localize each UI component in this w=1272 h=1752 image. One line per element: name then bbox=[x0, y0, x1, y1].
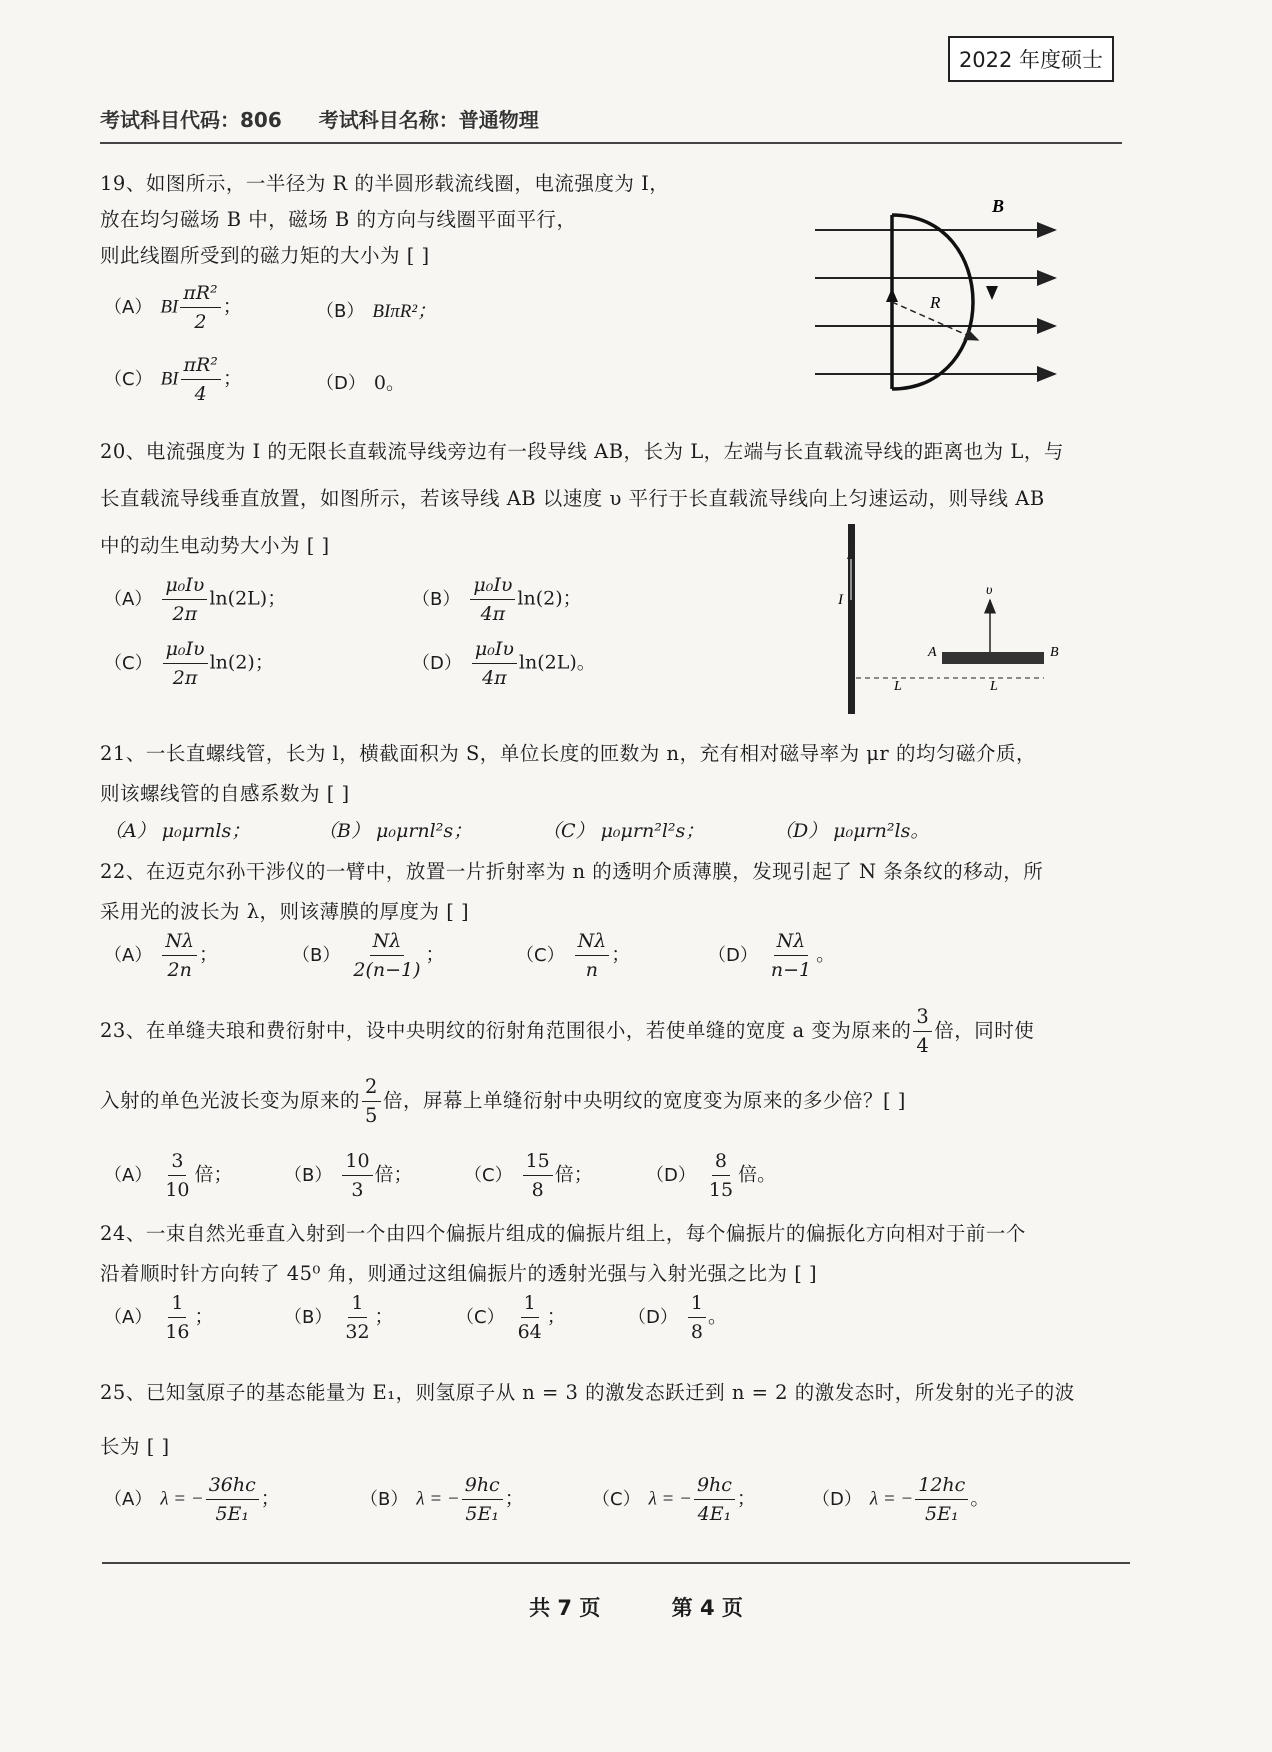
q22-opt-c-frac bbox=[575, 928, 610, 983]
q25-opt-d-end: 。 bbox=[970, 1487, 990, 1510]
q22-opt-a-label: （A） bbox=[104, 944, 153, 966]
current-arrow-down-icon bbox=[986, 286, 998, 300]
q19-opt-a-label: （A） bbox=[104, 296, 153, 318]
q22-opt-d-num: Nλ bbox=[774, 928, 809, 956]
q20-opt-d-tail: ln(2L)。 bbox=[518, 651, 596, 674]
q22-opt-a-end: ； bbox=[199, 943, 219, 966]
q20-opt-b-num: μ₀Iυ bbox=[470, 572, 515, 600]
q19-opt-c-pre: BI bbox=[160, 368, 179, 390]
q25-line2: 长为 [ ] bbox=[100, 1435, 170, 1458]
q24-opt-b-frac bbox=[342, 1290, 372, 1345]
q24-opt-c-label: （C） bbox=[456, 1306, 505, 1328]
q19-opt-a-frac bbox=[180, 280, 220, 335]
q24-opt-b-den: 32 bbox=[345, 1321, 370, 1343]
q23-opt-d-label: （D） bbox=[646, 1164, 696, 1186]
label-b: B bbox=[992, 196, 1005, 216]
q20-opt-c-num: μ₀Iυ bbox=[163, 636, 208, 664]
q19-opt-c-end: ； bbox=[222, 367, 242, 390]
q24-opt-a-label: （A） bbox=[104, 1306, 153, 1328]
q19-option-c bbox=[104, 352, 242, 407]
q25-opt-a-label: （A） bbox=[104, 1488, 153, 1510]
q22-line2: 采用光的波长为 λ，则该薄膜的厚度为 [ ] bbox=[100, 900, 470, 923]
subject-code: 考试科目代码：806 bbox=[100, 108, 282, 132]
q24-opt-c-num: 1 bbox=[521, 1290, 539, 1318]
q23-opt-b-den: 3 bbox=[351, 1179, 364, 1201]
q20-opt-b-tail: ln(2)； bbox=[517, 587, 582, 610]
q25-opt-d-pre: λ = − bbox=[869, 1488, 914, 1510]
q24-opt-c-frac bbox=[515, 1290, 545, 1345]
q22-opt-b-den: 2(n−1) bbox=[353, 959, 421, 981]
q23-opt-b-num: 10 bbox=[342, 1148, 372, 1176]
q22-opt-d-end: 。 bbox=[816, 943, 836, 966]
q23-opt-d-end: 倍。 bbox=[738, 1163, 777, 1186]
q20-opt-a-num: μ₀Iυ bbox=[162, 572, 207, 600]
q25-opt-b-num: 9hc bbox=[462, 1472, 503, 1500]
q19-opt-c-label: （C） bbox=[104, 368, 153, 390]
q24-opt-b-end: ； bbox=[374, 1305, 394, 1328]
q22-opt-d-frac bbox=[768, 928, 814, 983]
q25-opt-c-num: 9hc bbox=[694, 1472, 735, 1500]
q23-opt-b-end: 倍； bbox=[374, 1163, 413, 1186]
q22-option-c bbox=[516, 928, 630, 983]
q21-option-c: （C） μ₀μrn²l²s； bbox=[542, 820, 705, 842]
q20-option-b bbox=[412, 572, 582, 627]
total-pages: 共 7 页 bbox=[529, 1596, 601, 1620]
q23-line2-den: 5 bbox=[365, 1104, 378, 1127]
q19-opt-a-den: 2 bbox=[194, 311, 207, 333]
q21-option-a: （A） μ₀μrnls； bbox=[104, 820, 251, 842]
q25-opt-b-frac bbox=[462, 1472, 503, 1527]
q23-opt-d-num: 8 bbox=[712, 1148, 730, 1176]
q23-opt-b-label: （B） bbox=[284, 1164, 333, 1186]
q23-option-c bbox=[464, 1148, 593, 1203]
q20-opt-d-frac bbox=[472, 636, 517, 691]
q25-opt-d-frac bbox=[915, 1472, 968, 1527]
question-19 bbox=[100, 166, 740, 274]
q25-option-a bbox=[104, 1472, 280, 1527]
q25-opt-d-label: （D） bbox=[812, 1488, 862, 1510]
label-r: R bbox=[930, 293, 941, 312]
q23-line2-num: 2 bbox=[362, 1074, 381, 1102]
q23-opt-b-frac bbox=[342, 1148, 372, 1203]
q23-opt-a-label: （A） bbox=[104, 1164, 153, 1186]
q19-option-d bbox=[316, 368, 405, 395]
q19-line1: 19、如图所示，一半径为 R 的半圆形载流线圈，电流强度为 I， bbox=[100, 172, 670, 195]
label-i: I bbox=[838, 592, 843, 608]
q21-option-d: （D） μ₀μrn²ls。 bbox=[774, 820, 930, 842]
label-b-end: B bbox=[1050, 645, 1059, 660]
q20-opt-a-tail: ln(2L)； bbox=[209, 587, 287, 610]
q20-option-c bbox=[104, 636, 274, 691]
q23-option-b bbox=[284, 1148, 413, 1203]
q25-opt-d-num: 12hc bbox=[915, 1472, 968, 1500]
year-badge: 2022 年度硕士 bbox=[948, 36, 1114, 82]
q25-line1: 25、已知氢原子的基态能量为 E₁，则氢原子从 n = 3 的激发态跃迁到 n = 2 的激发态时，所发射的光子的波 bbox=[100, 1381, 1075, 1404]
q23-line2-pre: 入射的单色光波长变为原来的 bbox=[100, 1089, 361, 1112]
q22-option-b bbox=[292, 928, 445, 983]
q23-opt-a-num: 3 bbox=[168, 1148, 186, 1176]
q25-opt-c-den: 4E₁ bbox=[697, 1503, 732, 1525]
q20-opt-a-frac bbox=[162, 572, 207, 627]
q19-opt-a-num: πR² bbox=[180, 280, 220, 308]
q24-opt-d-label: （D） bbox=[628, 1306, 678, 1328]
q23-option-d bbox=[646, 1148, 776, 1203]
q22-opt-c-end: ； bbox=[611, 943, 631, 966]
q20-line1: 20、电流强度为 I 的无限长直载流导线旁边有一段导线 AB，长为 L，左端与长直载流导线的距离也为 L，与 bbox=[100, 440, 1064, 463]
q22-opt-b-num: Nλ bbox=[370, 928, 405, 956]
q25-opt-a-frac bbox=[206, 1472, 259, 1527]
q23-opt-d-den: 15 bbox=[708, 1179, 734, 1201]
q23-opt-c-end: 倍； bbox=[554, 1163, 593, 1186]
q21-option-b: （B） μ₀μrnl²s； bbox=[318, 820, 473, 842]
question-22 bbox=[100, 852, 1130, 932]
q22-opt-b-end: ； bbox=[425, 943, 445, 966]
q20-opt-b-frac bbox=[470, 572, 515, 627]
q22-opt-a-frac bbox=[162, 928, 197, 983]
current-page: 第 4 页 bbox=[671, 1596, 743, 1620]
q23-opt-a-frac bbox=[162, 1148, 192, 1203]
question-24 bbox=[100, 1214, 1140, 1294]
q22-opt-d-den: n−1 bbox=[770, 959, 812, 981]
label-a: A bbox=[928, 645, 937, 660]
q20-opt-d-label: （D） bbox=[412, 652, 462, 674]
question-21 bbox=[100, 734, 1130, 814]
q23-opt-c-den: 8 bbox=[531, 1179, 544, 1201]
q20-opt-d-num: μ₀Iυ bbox=[472, 636, 517, 664]
q20-line3: 中的动生电动势大小为 [ ] bbox=[100, 534, 330, 557]
q19-figure bbox=[800, 190, 1070, 400]
q20-figure bbox=[830, 520, 1080, 720]
q21-line2: 则该螺线管的自感系数为 [ ] bbox=[100, 782, 350, 805]
q24-opt-a-frac bbox=[162, 1290, 192, 1345]
label-l1: L bbox=[894, 679, 902, 694]
q23-line1-den: 4 bbox=[916, 1034, 930, 1057]
q25-opt-c-pre: λ = − bbox=[648, 1488, 692, 1510]
q25-option-d bbox=[812, 1472, 989, 1527]
q23-line1 bbox=[100, 1004, 1140, 1059]
q20-opt-b-label: （B） bbox=[412, 588, 461, 610]
q22-option-a bbox=[104, 928, 218, 983]
q20-opt-d-den: 4π bbox=[482, 667, 507, 689]
q19-opt-b-label: （B） bbox=[316, 301, 365, 322]
exam-header bbox=[100, 104, 569, 133]
q19-opt-c-frac bbox=[181, 352, 221, 407]
q22-opt-c-label: （C） bbox=[516, 944, 565, 966]
current-arrow-up-icon bbox=[886, 288, 898, 302]
question-25 bbox=[100, 1366, 1140, 1474]
q25-opt-a-end: ； bbox=[260, 1487, 280, 1510]
label-v: υ bbox=[986, 583, 993, 598]
q20-opt-c-den: 2π bbox=[172, 667, 198, 689]
q25-opt-a-num: 36hc bbox=[206, 1472, 259, 1500]
q24-opt-d-den: 8 bbox=[690, 1321, 703, 1343]
q19-opt-a-end: ； bbox=[222, 295, 242, 318]
q22-option-d bbox=[708, 928, 835, 983]
q25-opt-b-label: （B） bbox=[360, 1488, 409, 1510]
q23-line1-post: 倍，同时使 bbox=[934, 1019, 1035, 1042]
q19-opt-d-text: 0。 bbox=[373, 372, 405, 394]
q22-line1: 22、在迈克尔孙干涉仪的一臂中，放置一片折射率为 n 的透明介质薄膜，发现引起了 N 条条纹的移动，所 bbox=[100, 860, 1044, 883]
q24-option-a bbox=[104, 1290, 214, 1345]
q22-opt-d-label: （D） bbox=[708, 944, 758, 966]
q23-line2-frac bbox=[362, 1074, 381, 1129]
q20-option-d bbox=[412, 636, 596, 691]
q24-opt-c-den: 64 bbox=[517, 1321, 542, 1343]
footer-rule bbox=[102, 1562, 1130, 1564]
q23-line1-pre: 23、在单缝夫琅和费衍射中，设中央明纹的衍射角范围很小，若使单缝的宽度 a 变为原来的 bbox=[100, 1019, 912, 1042]
q22-opt-b-label: （B） bbox=[292, 944, 341, 966]
q23-opt-d-frac bbox=[706, 1148, 736, 1203]
q24-opt-c-end: ； bbox=[546, 1305, 566, 1328]
q25-opt-c-end: ； bbox=[736, 1487, 756, 1510]
q19-opt-c-den: 4 bbox=[194, 383, 207, 405]
q22-opt-c-num: Nλ bbox=[575, 928, 610, 956]
q20-opt-c-frac bbox=[163, 636, 208, 691]
page-footer bbox=[0, 1592, 1272, 1622]
q23-line2-post: 倍，屏幕上单缝衍射中央明纹的宽度变为原来的多少倍？[ ] bbox=[382, 1089, 906, 1112]
q24-opt-a-end: ； bbox=[194, 1305, 214, 1328]
q20-opt-c-label: （C） bbox=[104, 652, 153, 674]
q23-opt-c-frac bbox=[523, 1148, 553, 1203]
subject-name: 考试科目名称：普通物理 bbox=[318, 108, 539, 132]
q24-opt-b-num: 1 bbox=[348, 1290, 366, 1318]
q20-opt-a-den: 2π bbox=[172, 603, 198, 625]
q19-option-b bbox=[316, 296, 436, 323]
q25-opt-a-den: 5E₁ bbox=[215, 1503, 250, 1525]
q25-opt-a-pre: λ = − bbox=[160, 1488, 204, 1510]
q23-line1-frac bbox=[913, 1004, 932, 1059]
q25-option-b bbox=[360, 1472, 524, 1527]
q19-opt-d-label: （D） bbox=[316, 373, 366, 394]
q22-opt-a-den: 2n bbox=[167, 959, 192, 981]
q25-opt-b-den: 5E₁ bbox=[465, 1503, 499, 1525]
q24-opt-d-end: 。 bbox=[707, 1305, 727, 1328]
q19-opt-a-pre: BI bbox=[160, 296, 179, 318]
q25-opt-d-den: 5E₁ bbox=[924, 1503, 959, 1525]
q23-line2 bbox=[100, 1074, 1140, 1129]
q24-opt-a-den: 16 bbox=[165, 1321, 190, 1343]
q22-opt-b-frac bbox=[350, 928, 423, 983]
q19-opt-c-num: πR² bbox=[181, 352, 221, 380]
q19-line3: 则此线圈所受到的磁力矩的大小为 [ ] bbox=[100, 244, 430, 267]
q24-option-d bbox=[628, 1290, 727, 1345]
q24-line2: 沿着顺时针方向转了 45⁰ 角，则通过这组偏振片的透射光强与入射光强之比为 [ ] bbox=[100, 1262, 818, 1285]
q23-opt-c-num: 15 bbox=[523, 1148, 553, 1176]
q21-line1: 21、一长直螺线管，长为 l，横截面积为 S，单位长度的匝数为 n，充有相对磁导率为 μr 的均匀磁介质， bbox=[100, 742, 1036, 765]
q24-option-b bbox=[284, 1290, 394, 1345]
q23-opt-a-end: 倍； bbox=[194, 1163, 233, 1186]
header-rule bbox=[100, 142, 1122, 144]
q20-opt-a-label: （A） bbox=[104, 588, 153, 610]
q24-opt-b-label: （B） bbox=[284, 1306, 333, 1328]
q20-opt-c-tail: ln(2)； bbox=[209, 651, 274, 674]
label-l2: L bbox=[990, 679, 998, 694]
q20-line2: 长直载流导线垂直放置，如图所示，若该导线 AB 以速度 υ 平行于长直载流导线向上匀速运动，则导线 AB bbox=[100, 487, 1045, 510]
q20-opt-b-den: 4π bbox=[480, 603, 506, 625]
q25-opt-b-pre: λ = − bbox=[416, 1488, 460, 1510]
q19-option-a bbox=[104, 280, 242, 335]
q24-opt-a-num: 1 bbox=[168, 1290, 186, 1318]
q25-opt-b-end: ； bbox=[504, 1487, 524, 1510]
q23-option-a bbox=[104, 1148, 233, 1203]
q24-option-c bbox=[456, 1290, 566, 1345]
q24-opt-d-num: 1 bbox=[688, 1290, 706, 1318]
q20-option-a bbox=[104, 572, 286, 627]
q24-line1: 24、一束自然光垂直入射到一个由四个偏振片组成的偏振片组上，每个偏振片的偏振化方向相对于前一个 bbox=[100, 1222, 1026, 1245]
q19-line2: 放在均匀磁场 B 中，磁场 B 的方向与线圈平面平行， bbox=[100, 208, 577, 231]
q22-opt-a-num: Nλ bbox=[162, 928, 197, 956]
q23-opt-a-den: 10 bbox=[165, 1179, 190, 1201]
q23-line1-num: 3 bbox=[913, 1004, 932, 1032]
q22-opt-c-den: n bbox=[585, 959, 599, 981]
rod-ab bbox=[942, 652, 1044, 664]
q25-option-c bbox=[592, 1472, 756, 1527]
q19-opt-b-text: BIπR²； bbox=[372, 301, 437, 322]
q25-opt-c-label: （C） bbox=[592, 1488, 641, 1510]
q25-opt-c-frac bbox=[694, 1472, 735, 1527]
q24-opt-d-frac bbox=[688, 1290, 706, 1345]
q23-opt-c-label: （C） bbox=[464, 1164, 513, 1186]
